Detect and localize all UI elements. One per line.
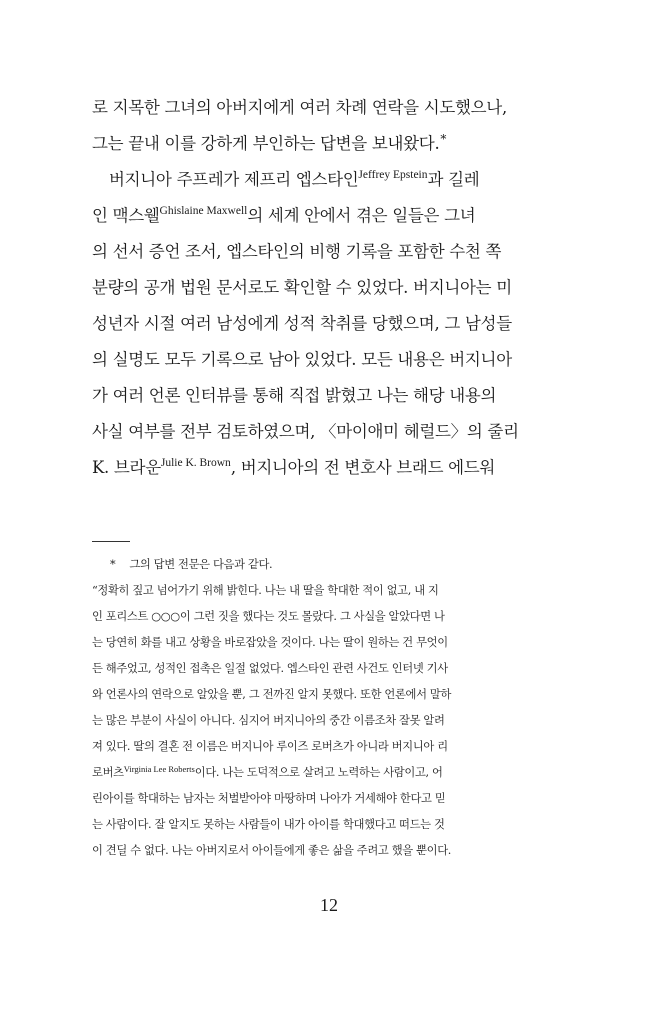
text-line xyxy=(92,90,520,126)
footnote-line xyxy=(92,604,520,630)
text-span: 는 사람이다. 잘 알지도 못하는 사람들이 내가 아이를 학대했다고 떠드는 것 xyxy=(92,818,445,831)
text-span: 의 세계 안에서 겪은 일들은 그녀 xyxy=(247,206,476,225)
text-span: , 버지니아의 전 변호사 브래드 에드워 xyxy=(230,458,496,477)
text-span: 져 있다. 딸의 결혼 전 이름은 버지니아 루이즈 로버츠가 아니라 버지니아 리 xyxy=(92,740,448,753)
footnote-block xyxy=(92,552,520,864)
text-span: 의 선서 증언 조서, 엡스타인의 비행 기록을 포함한 수천 쪽 xyxy=(92,242,502,261)
text-span: 로버츠 xyxy=(92,766,124,779)
original-name-superscript: Julie K. Brown xyxy=(160,457,231,469)
text-span: 과 길레 xyxy=(427,170,480,189)
footnote-line xyxy=(92,786,520,812)
text-line xyxy=(92,198,520,234)
footnote-heading-text: 그의 답변 전문은 다음과 같다. xyxy=(129,558,273,571)
text-span: 그는 끝내 이를 강하게 부인하는 답변을 보내왔다. xyxy=(92,134,440,153)
footnote-line xyxy=(92,708,520,734)
footnote-marker: * xyxy=(110,558,116,571)
page-number: 12 xyxy=(320,895,338,915)
text-span: “정확히 짚고 넘어가기 위해 밝힌다. 나는 내 딸을 학대한 적이 없고, 내 지 xyxy=(92,584,439,597)
text-span: 로 지목한 그녀의 아버지에게 여러 차례 연락을 시도했으나, xyxy=(92,98,507,117)
text-span: 든 해주었고, 성적인 접촉은 일절 없었다. 엡스타인 관련 사건도 인터넷 기사 xyxy=(92,662,448,675)
text-span: 버지니아 주프레가 제프리 엡스타인 xyxy=(109,170,359,189)
footnote-line xyxy=(92,656,520,682)
footnote-line xyxy=(92,682,520,708)
text-line xyxy=(92,162,520,198)
text-span: 와 언론사의 연락으로 알았을 뿐, 그 전까진 알지 못했다. 또한 언론에서 말하 xyxy=(92,688,452,701)
footnote-divider xyxy=(92,541,130,542)
text-span: 성년자 시절 여러 남성에게 성적 착취를 당했으며, 그 남성들 xyxy=(92,314,512,333)
original-name-superscript: Virginia Lee Roberts xyxy=(123,764,195,774)
text-span: K. 브라운 xyxy=(92,458,161,477)
footnote-marker: * xyxy=(440,132,447,146)
original-name-superscript: Ghislaine Maxwell xyxy=(159,205,248,217)
footnote-heading xyxy=(92,552,520,578)
text-line xyxy=(92,414,520,450)
text-span: 는 많은 부분이 사실이 아니다. 심지어 버지니아의 중간 이름조차 잘못 알려 xyxy=(92,714,445,727)
text-line xyxy=(92,378,520,414)
text-span: 인 포리스트 ○○○이 그런 짓을 했다는 것도 몰랐다. 그 사실을 알았다면 나 xyxy=(92,610,445,623)
footnote-line xyxy=(92,760,520,786)
text-span: 의 실명도 모두 기록으로 남아 있었다. 모든 내용은 버지니아 xyxy=(92,350,512,369)
main-text xyxy=(92,90,520,486)
text-span: 가 여러 언론 인터뷰를 통해 직접 밝혔고 나는 해당 내용의 xyxy=(92,386,497,405)
text-span: 이 견딜 수 없다. 나는 아버지로서 아이들에게 좋은 삶을 주려고 했을 뿐이다. xyxy=(92,844,452,857)
footnote-line xyxy=(92,630,520,656)
footnote-line xyxy=(92,838,520,864)
text-line xyxy=(92,342,520,378)
text-span: 분량의 공개 법원 문서로도 확인할 수 있었다. 버지니아는 미 xyxy=(92,278,512,297)
text-line xyxy=(92,234,520,270)
text-line xyxy=(92,270,520,306)
text-span: 는 당연히 화를 내고 상황을 바로잡았을 것이다. 나는 딸이 원하는 건 무엇이 xyxy=(92,636,448,649)
text-line xyxy=(92,126,520,162)
footnote-line xyxy=(92,734,520,760)
text-span: 인 맥스웰 xyxy=(92,206,160,225)
text-line xyxy=(92,450,520,486)
footnote-line xyxy=(92,812,520,838)
text-line xyxy=(92,306,520,342)
original-name-superscript: Jeffrey Epstein xyxy=(358,169,428,181)
footnote-line xyxy=(92,578,520,604)
text-span: 린아이를 학대하는 남자는 처벌받아야 마땅하며 나아가 거세해야 한다고 믿 xyxy=(92,792,446,805)
text-span: 이다. 나는 도덕적으로 살려고 노력하는 사람이고, 어 xyxy=(194,766,443,779)
text-span: 사실 여부를 전부 검토하였으며, 〈마이애미 헤럴드〉의 줄리 xyxy=(92,422,519,441)
